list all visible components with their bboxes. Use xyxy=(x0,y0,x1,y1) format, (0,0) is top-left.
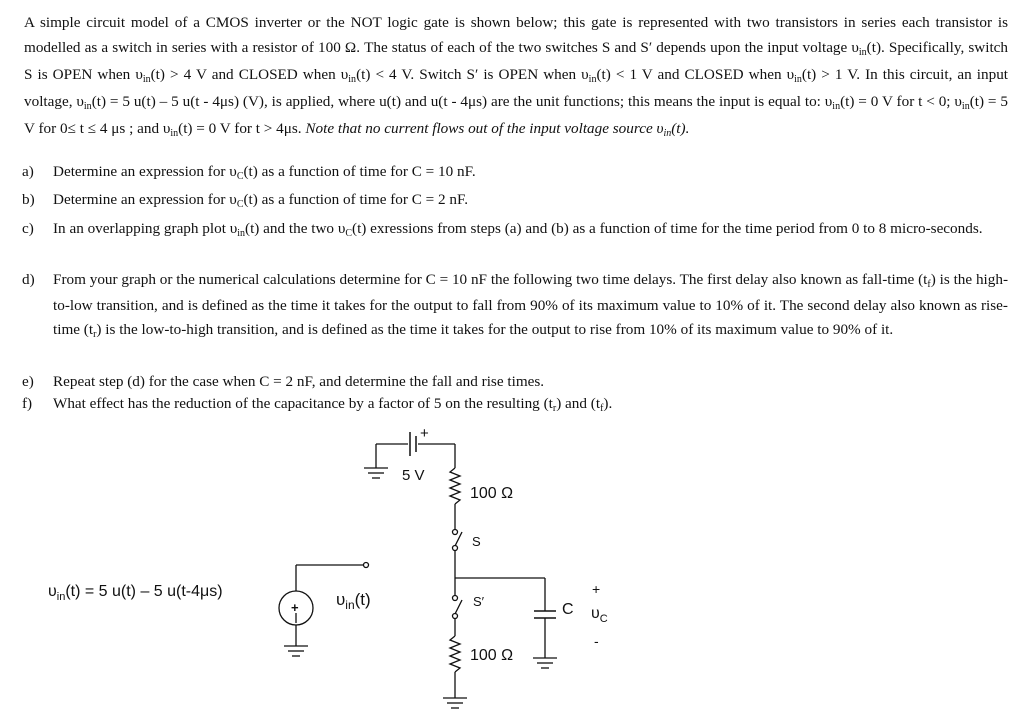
top-resistor-label: 100 Ω xyxy=(470,485,514,502)
battery-voltage-label: 5 V xyxy=(402,467,425,484)
switch-sp-label: S′ xyxy=(473,594,485,609)
question-sub: C xyxy=(345,228,353,239)
question-text: (t) exressions from steps (a) and (b) as a function of time for the time period from 0 to 8 micro-seconds. xyxy=(352,220,983,237)
question-d xyxy=(22,268,1008,344)
question-b xyxy=(22,188,1008,214)
battery-plus-label: + xyxy=(420,425,429,442)
intro-text-3: (t) > 4 V and CLOSED when υ xyxy=(150,66,349,83)
switch-sp-blade xyxy=(455,600,462,614)
intro-sub: in xyxy=(832,101,841,112)
intro-sub: in xyxy=(961,101,970,112)
question-text: ) is the high-to-low transition, and is defined as the time it takes for the output to fall from 90% of its maximum value to 10% of it. The second delay also known as rise-time (t xyxy=(53,271,1008,338)
intro-text-2: (t). Specifically, switch S is OPEN when υ xyxy=(24,39,1008,83)
switch-s-contact-bottom xyxy=(453,546,458,551)
intro-text-4: (t) < 4 V. Switch S′ is OPEN when υ xyxy=(356,66,589,83)
question-sub: in xyxy=(237,228,246,239)
intro-text-5: (t) < 1 V and CLOSED when υ xyxy=(596,66,795,83)
input-source-label: $\upsilon_{in}(t)$ xyxy=(336,590,371,612)
input-source-plus: + xyxy=(291,600,299,615)
output-plus-label: + xyxy=(592,581,601,597)
question-text: (t) and the two υ xyxy=(245,220,346,237)
switch-s-contact-top xyxy=(453,530,458,535)
intro-note-end: (t). xyxy=(671,120,690,137)
question-label: d) xyxy=(22,271,35,288)
question-sub: C xyxy=(236,199,244,210)
intro-text-8: (t) = 0 V for t < 0; υ xyxy=(840,93,962,110)
question-sub: C xyxy=(236,171,244,182)
intro-note-sub: in xyxy=(663,128,672,139)
question-sub: f xyxy=(600,403,604,414)
question-sub: r xyxy=(93,329,97,340)
input-terminal xyxy=(364,563,369,568)
intro-sub: in xyxy=(794,74,802,85)
question-text: From your graph or the numerical calculations determine for C = 10 nF the following two time delays. The first delay also known as fall-time (t xyxy=(53,271,928,288)
intro-text-9: (t) = 5 V for 0≤ t ≤ 4 μs ; and υ xyxy=(24,93,1008,137)
switch-sp-contact-top xyxy=(453,596,458,601)
question-text: (t) as a function of time for C = 2 nF. xyxy=(243,191,469,208)
circuit-diagram xyxy=(0,420,1024,724)
intro-text-6: (t) > 1 V. In this circuit, an input voltage, υ xyxy=(24,66,1009,110)
bottom-resistor xyxy=(450,636,460,672)
intro-sub: in xyxy=(858,47,867,58)
problem-intro xyxy=(24,10,1008,143)
intro-note: Note that no current flows out of the input voltage source υ xyxy=(305,120,664,137)
switch-s-label: S xyxy=(472,534,481,549)
question-text: ) and (t xyxy=(556,395,601,412)
question-label: a) xyxy=(22,163,34,180)
bottom-resistor-label: 100 Ω xyxy=(470,647,514,664)
question-text: Repeat step (d) for the case when C = 2 nF, and determine the fall and rise times. xyxy=(53,373,545,390)
question-label: b) xyxy=(22,191,35,208)
switch-sp-contact-bottom xyxy=(453,614,458,619)
output-voltage-label: $\upsilon_C$ xyxy=(591,605,608,625)
intro-text-7: (t) = 5 u(t) – 5 u(t - 4μs) (V), is applied, where u(t) and u(t - 4μs) are the unit functions; this means the input is equal to: υ xyxy=(91,93,833,110)
intro-sub: in xyxy=(348,74,357,85)
question-label: c) xyxy=(22,220,34,237)
capacitor-label: C xyxy=(562,601,574,618)
question-label: e) xyxy=(22,373,34,390)
question-sub: r xyxy=(552,403,557,414)
question-text: Determine an expression for υ xyxy=(53,191,237,208)
question-c xyxy=(22,217,1008,243)
output-minus-label: - xyxy=(594,633,599,649)
question-a xyxy=(22,160,1008,186)
question-label: f) xyxy=(22,395,33,412)
intro-sub: in xyxy=(588,74,597,85)
intro-text-10: (t) = 0 V for t > 4μs. xyxy=(178,120,302,137)
intro-sub: in xyxy=(83,101,92,112)
question-e xyxy=(22,370,1008,394)
question-text: In an overlapping graph plot υ xyxy=(53,220,238,237)
question-text: ) is the low-to-high transition, and is defined as the time it takes for the output to rise from 10% of its maximum value to 90% of it. xyxy=(96,321,894,338)
input-equation-label: $\upsilon_{in}(t) = 5$ u(t) – 5 u(t-4μs) xyxy=(48,583,223,603)
top-resistor xyxy=(450,468,460,504)
intro-sub: in xyxy=(142,74,151,85)
intro-sub: in xyxy=(170,128,179,139)
question-text: ). xyxy=(603,395,613,412)
question-text: (t) as a function of time for C = 10 nF. xyxy=(243,163,476,180)
intro-text-1: A simple circuit model of a CMOS inverter or the NOT logic gate is shown below; this gate is represented with two transistors in series each transistor is modelled as a switch in series with a resistor of 100 Ω. The status of each of the two switches S and S′ depends upon the input voltage υ xyxy=(24,14,1008,56)
question-text: Determine an expression for υ xyxy=(53,163,237,180)
question-text: What effect has the reduction of the capacitance by a factor of 5 on the resulting (t xyxy=(53,395,553,412)
question-sub: f xyxy=(927,279,931,290)
question-f xyxy=(22,392,1008,418)
